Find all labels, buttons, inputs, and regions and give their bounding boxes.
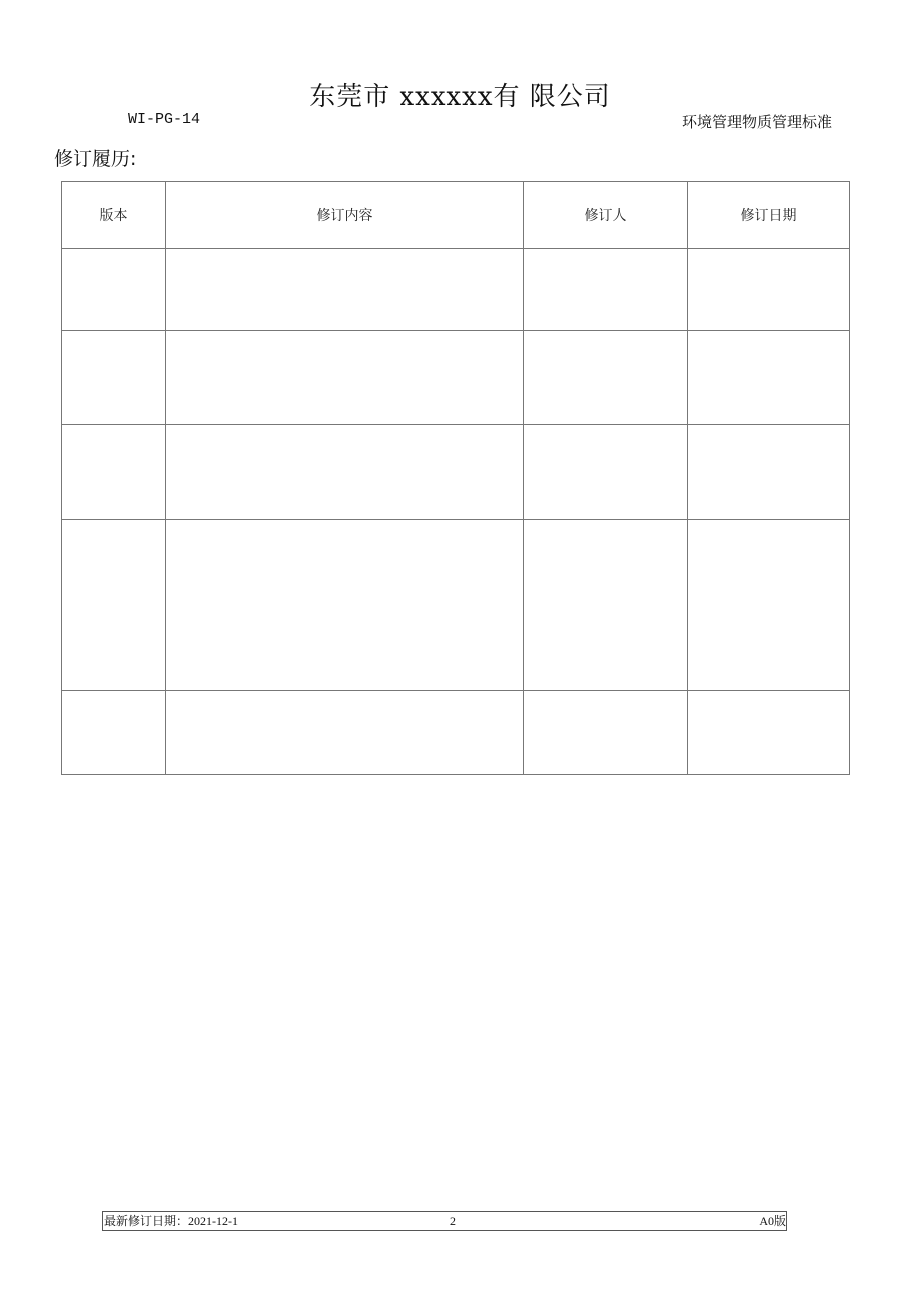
table-row	[62, 520, 850, 691]
footer-revision-date: 最新修订日期：2021-12-1	[104, 1214, 238, 1228]
column-header-reviser: 修订人	[524, 182, 688, 249]
cell-date	[688, 520, 850, 691]
cell-reviser	[524, 520, 688, 691]
table-header-row	[62, 182, 850, 249]
cell-reviser	[524, 691, 688, 775]
table-row	[62, 249, 850, 331]
cell-version	[62, 331, 166, 425]
document-name: 环境管理物质管理标准	[681, 113, 832, 131]
cell-version	[62, 520, 166, 691]
page-footer	[102, 1211, 787, 1231]
table-row	[62, 425, 850, 520]
cell-content	[166, 249, 524, 331]
cell-content	[166, 425, 524, 520]
cell-reviser	[524, 425, 688, 520]
cell-version	[62, 249, 166, 331]
column-header-date: 修订日期	[688, 182, 850, 249]
document-code: WI-PG-14	[128, 111, 201, 128]
cell-date	[688, 249, 850, 331]
footer-version: A0版	[759, 1214, 786, 1228]
cell-reviser	[524, 331, 688, 425]
column-header-version: 版本	[62, 182, 166, 249]
cell-content	[166, 691, 524, 775]
cell-reviser	[524, 249, 688, 331]
cell-version	[62, 691, 166, 775]
table-row	[62, 331, 850, 425]
cell-date	[688, 425, 850, 520]
column-header-content: 修订内容	[166, 182, 524, 249]
revision-history-table	[61, 181, 850, 775]
cell-content	[166, 331, 524, 425]
revision-history-title: 修订履历:	[54, 148, 137, 170]
company-title: 东莞市 xxxxxx有 限公司	[309, 82, 611, 112]
cell-date	[688, 331, 850, 425]
cell-content	[166, 520, 524, 691]
cell-date	[688, 691, 850, 775]
table-row	[62, 691, 850, 775]
footer-page-number: 2	[450, 1214, 456, 1228]
cell-version	[62, 425, 166, 520]
